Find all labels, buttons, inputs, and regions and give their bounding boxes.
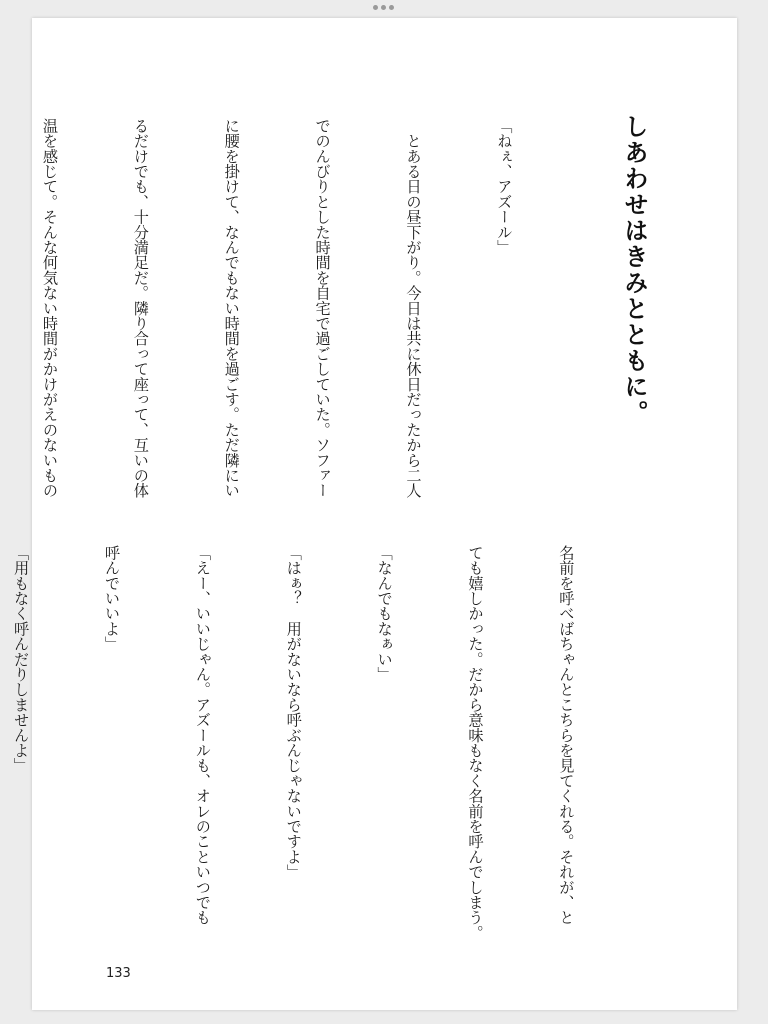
- text-line: 「ねぇ、アズール」: [495, 118, 514, 255]
- text-line: るだけでも、十分満足だ。隣り合って座って、互いの体: [131, 118, 150, 498]
- text-line: とある日の昼下がり。今日は共に休日だったから二人: [404, 118, 423, 498]
- text-line: 温を感じて。そんな何気ない時間がかけがえのないもの: [40, 118, 59, 498]
- book-page: [12, 18, 737, 1010]
- dot-icon: [373, 5, 378, 10]
- page-number: 133: [106, 966, 131, 981]
- text-line: ても嬉しかった。だから意味もなく名前を呼んでしまう。: [466, 545, 485, 941]
- text-line: 名前を呼べばちゃんとこちらを見てくれる。それが、と: [557, 545, 576, 925]
- dot-icon: [381, 5, 386, 10]
- more-options-icon[interactable]: [373, 5, 394, 10]
- reader-top-bar: [0, 0, 768, 18]
- text-block-lower: [12, 545, 642, 955]
- text-line: に腰を掛けて、なんでもない時間を過ごす。ただ隣にい: [222, 118, 241, 498]
- chapter-title: しあわせはきみとともに。: [620, 114, 648, 426]
- text-line: 「なんでもなぁい」: [375, 545, 394, 682]
- text-line: 「用もなく呼んだりしませんよ」: [12, 545, 31, 773]
- text-line: 呼んでいいよ」: [102, 545, 121, 652]
- text-line: でのんびりとした時間を自宅で過ごしていた。ソファー: [313, 118, 332, 498]
- dot-icon: [389, 5, 394, 10]
- text-block-upper: [40, 118, 580, 518]
- text-line: 「はぁ？ 用がないなら呼ぶんじゃないですよ」: [284, 545, 303, 880]
- text-line: 「えー、いいじゃん。アズールも、オレのこといつでも: [193, 545, 212, 925]
